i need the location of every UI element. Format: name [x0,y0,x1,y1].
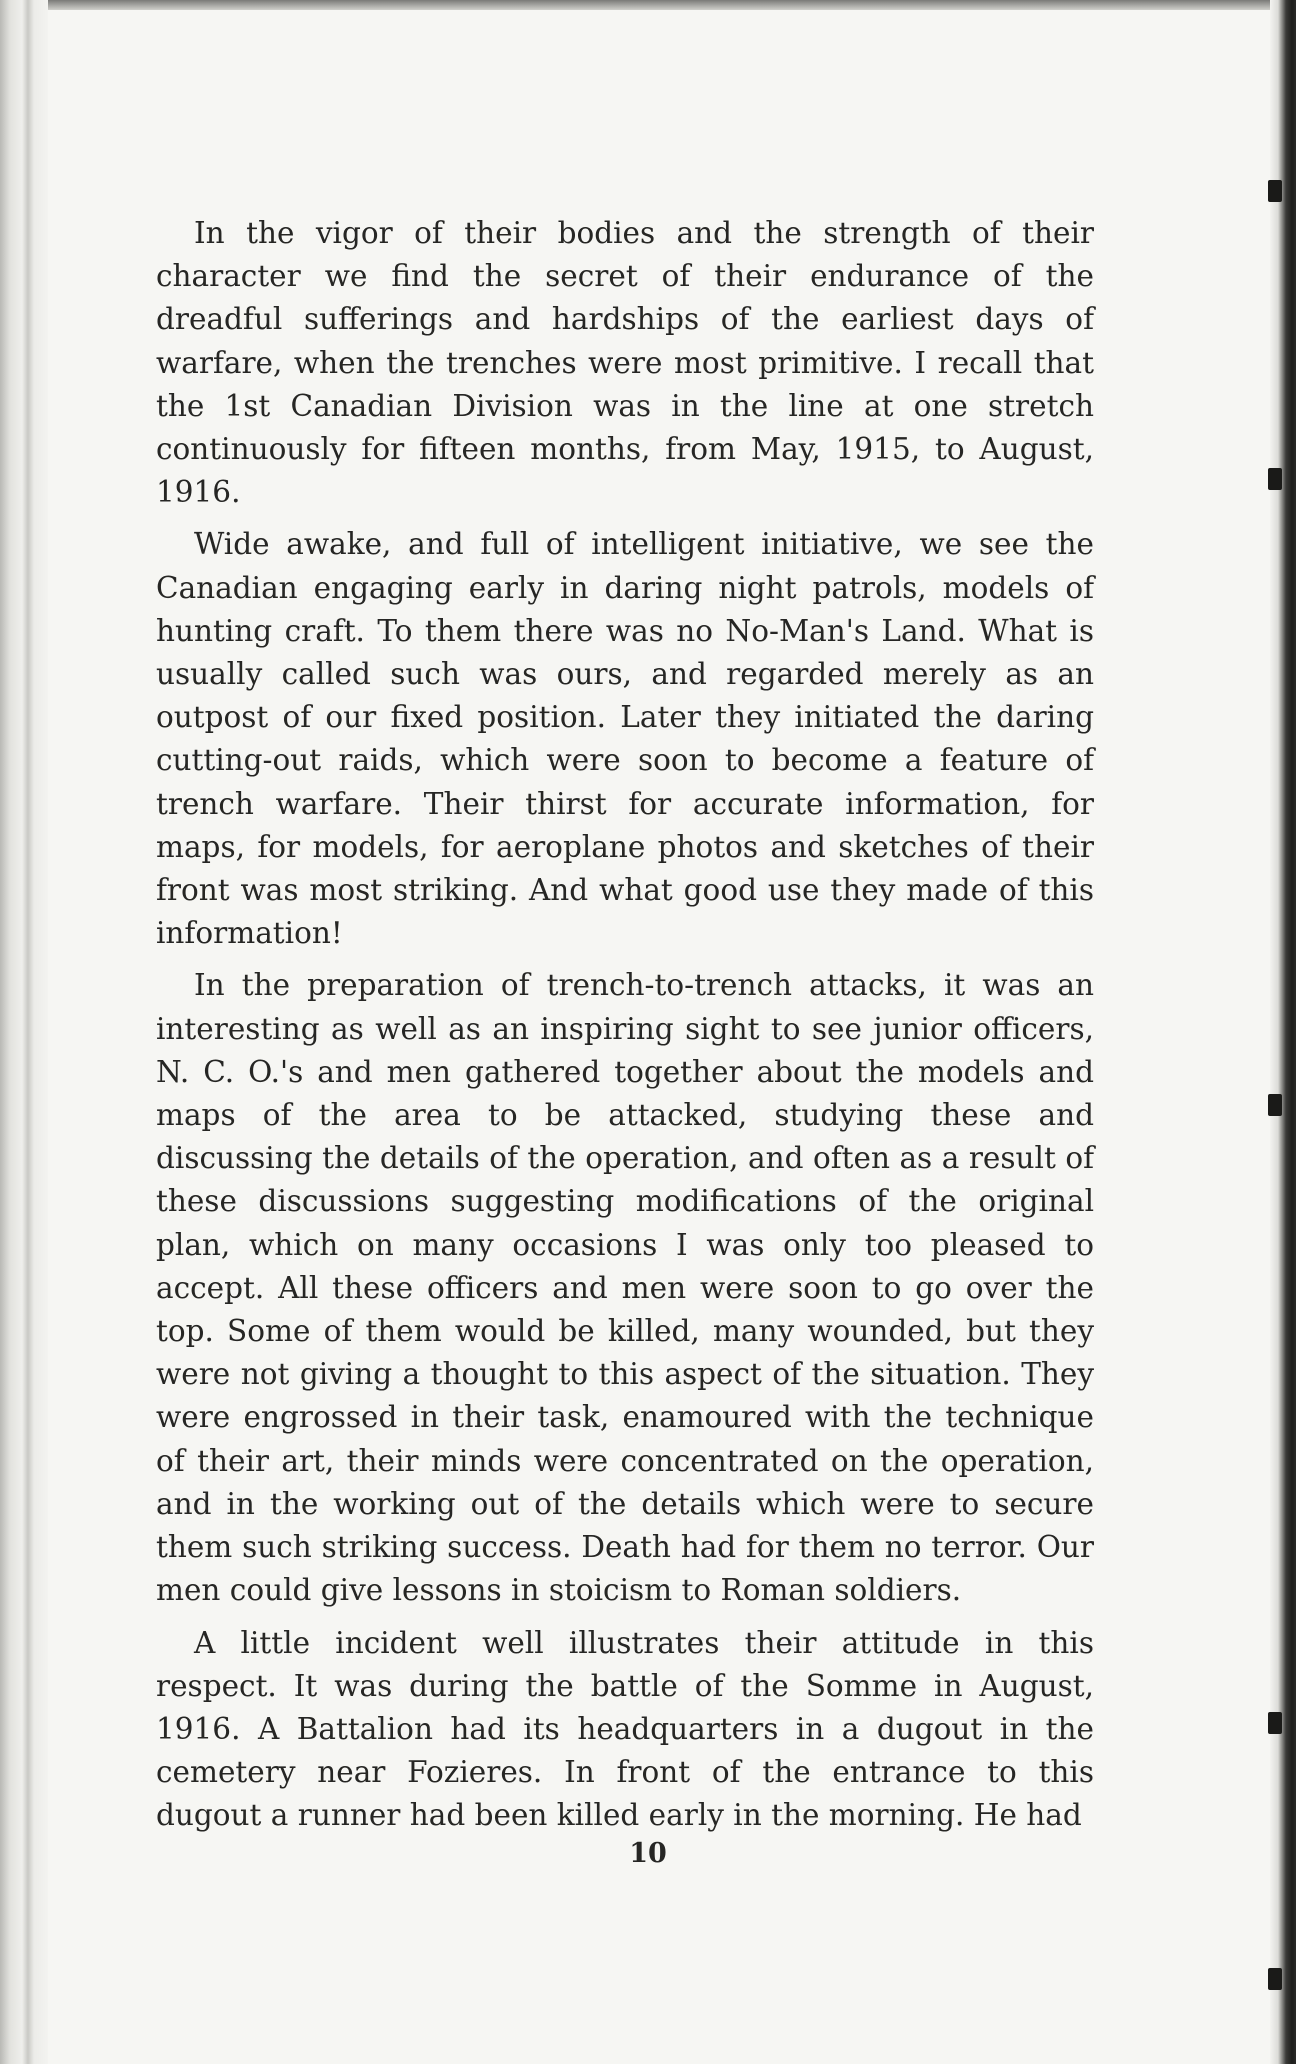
paragraph-2: Wide awake, and full of intelligent initiative, we see the Canadian engaging early in daring night patrols, models of hunting craft. To them there was no No-Man's Land. What is usually called such was ours, and regarded merely as an outpost of our fixed position. Later they initiated the daring cutting-out raids, which were soon to become a feature of trench warfare. Their thirst for accurate information, for maps, for models, for aeroplane photos and sketches of their front was most striking. And what good use they made of this information! [156,527,1094,951]
binding-mark [1268,1094,1282,1116]
binding-mark [1268,468,1282,490]
page-number: 10 [629,1838,667,1869]
binding-mark [1268,1712,1282,1734]
scan-top-edge [0,0,1296,10]
binding-mark [1268,1968,1282,1990]
scan-gutter-left [0,0,48,2064]
binding-mark [1268,180,1282,202]
scan-binding-right [1270,0,1296,2064]
body-text [156,212,1094,1838]
paragraph-3: In the preparation of trench-to-trench attacks, it was an interesting as well as an inspiring sight to see junior officers, N. C. O.'s and men gathered together about the models and maps of the area to be attacked, studying these and discussing the details of the operation, and often as a result of these discussions suggesting modifications of the original plan, which on many occasions I was only too pleased to accept. All these officers and men were soon to go over the top. Some of them would be killed, many wounded, but they were not giving a thought to this aspect of the situation. They were engrossed in their task, enamoured with the technique of their art, their minds were concentrated on the operation, and in the working out of the details which were to secure them such striking success. Death had for them no terror. Our men could give lessons in stoicism to Roman soldiers. [156,968,1094,1608]
paragraph-1: In the vigor of their bodies and the strength of their character we find the secret of their endurance of the dreadful sufferings and hardships of the earliest days of warfare, when the trenches were most primitive. I recall that the 1st Canadian Division was in the line at one stretch continuously for fifteen months, from May, 1915, to August, 1916. [156,216,1094,510]
paragraph-4: A little incident well illustrates their attitude in this respect. It was during the battle of the Somme in August, 1916. A Battalion had its headquarters in a dugout in the cemetery near Fozieres. In front of the entrance to this dugout a runner had been killed early in the morning. He had [156,1625,1094,1833]
